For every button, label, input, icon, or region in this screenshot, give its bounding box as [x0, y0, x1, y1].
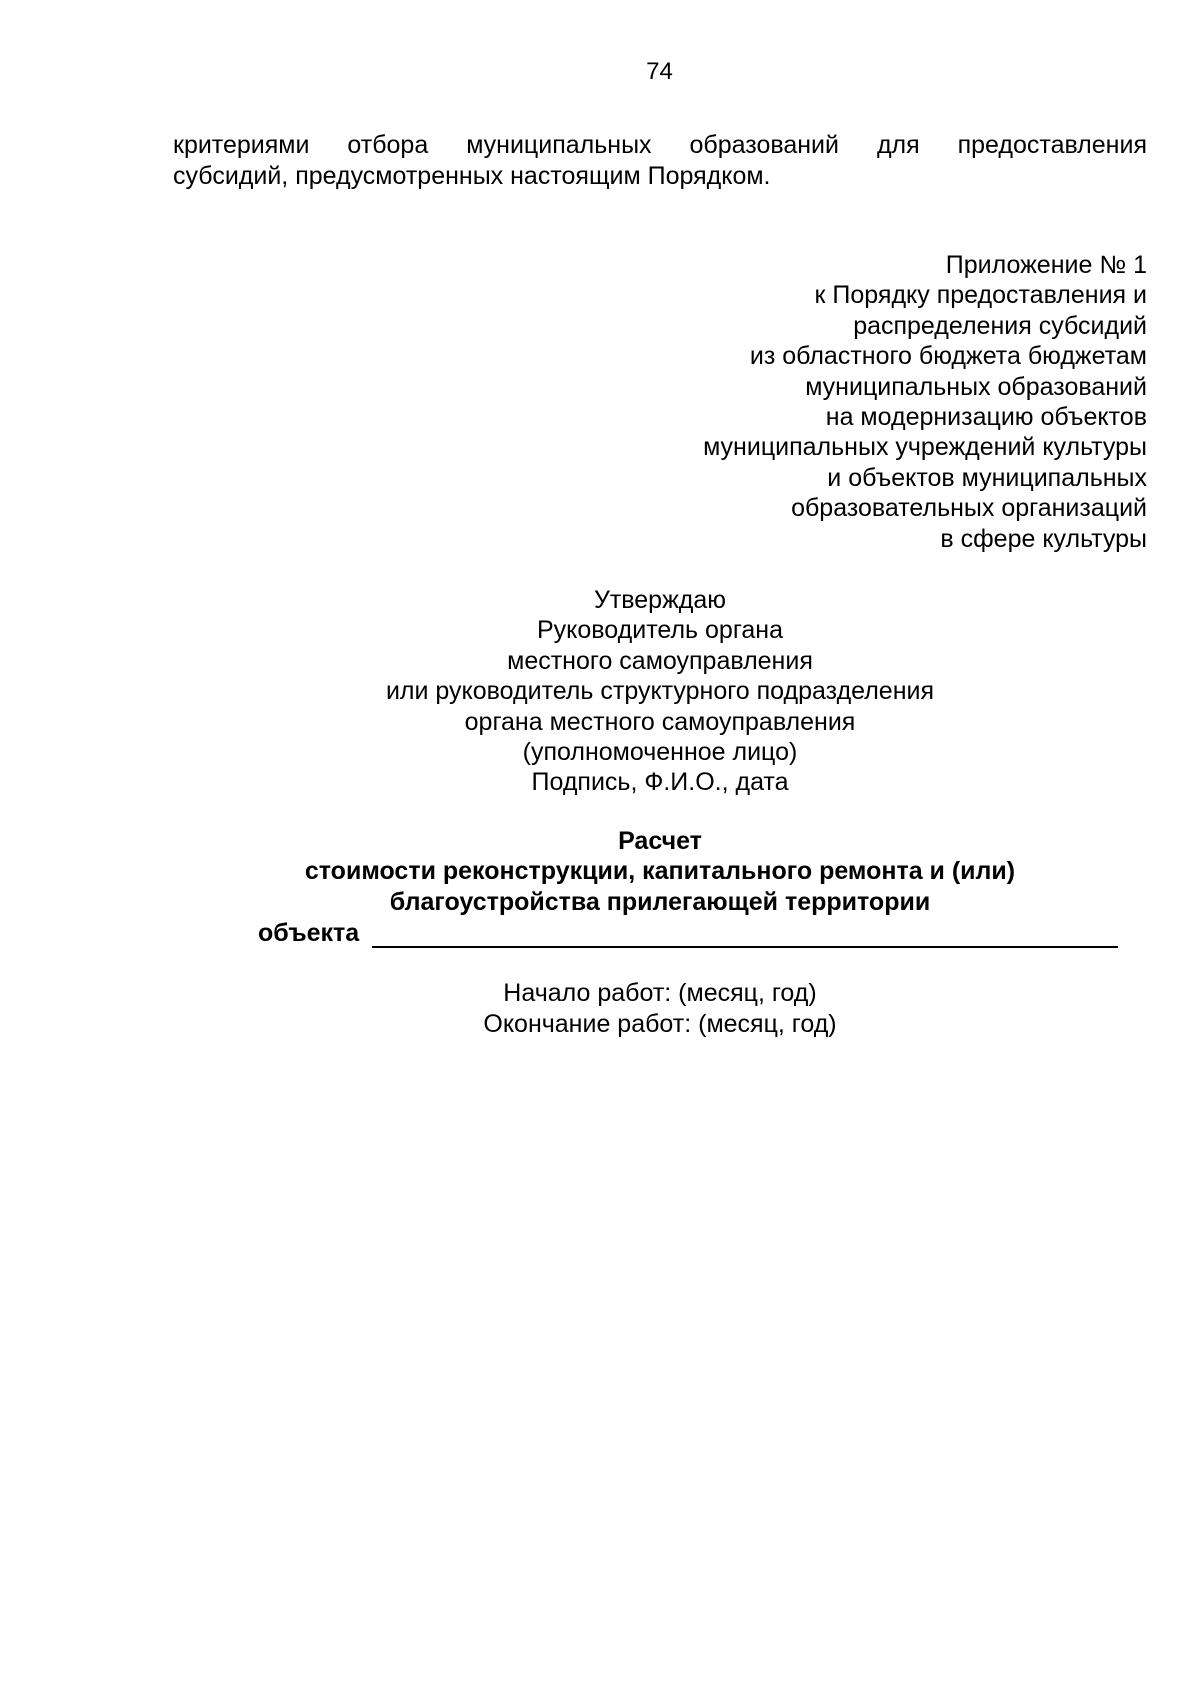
approval-block — [200, 585, 1120, 798]
object-row — [258, 918, 1118, 950]
intro-paragraph — [173, 130, 1147, 192]
appendix-line: Приложение № 1 — [945, 251, 1147, 279]
approval-line: Утверждаю — [593, 586, 727, 614]
calculation-title-block — [200, 826, 1120, 917]
calculation-title: Расчет — [618, 827, 702, 855]
object-label: объекта — [258, 919, 360, 947]
appendix-line: в сфере культуры — [940, 524, 1147, 553]
approval-line: Руководитель органа — [537, 616, 783, 645]
approval-line: Подпись, Ф.И.О., дата — [531, 768, 789, 797]
appendix-line: на модернизацию объектов — [825, 403, 1147, 432]
appendix-line: из областного бюджета бюджетам — [749, 342, 1147, 371]
appendix-line: образовательных организаций — [791, 494, 1147, 523]
object-fill-line — [372, 946, 1118, 948]
approval-line: органа местного самоуправления — [464, 707, 856, 736]
work-end: Окончание работ: (месяц, год) — [483, 1010, 837, 1038]
intro-line-2: субсидий, предусмотренных настоящим Порядком. — [173, 162, 771, 190]
intro-line-1: критериями отбора муниципальных образований для предоставления — [173, 131, 1147, 159]
approval-line: или руководитель структурного подразделения — [385, 677, 935, 706]
appendix-line: и объектов муниципальных — [827, 463, 1147, 492]
approval-line: местного самоуправления — [507, 646, 813, 675]
calculation-subtitle-line-2: благоустройства прилегающей территории — [389, 887, 931, 916]
work-dates — [200, 978, 1120, 1040]
work-start: Начало работ: (месяц, год) — [503, 979, 817, 1007]
page-number: 74 — [646, 58, 673, 85]
appendix-line: к Порядку предоставления и — [814, 281, 1147, 310]
appendix-line: муниципальных образований — [805, 372, 1147, 401]
appendix-line: муниципальных учреждений культуры — [703, 433, 1147, 462]
approval-line: (уполномоченное лицо) — [522, 738, 798, 767]
calculation-subtitle-line-1: стоимости реконструкции, капитального ремонта и (или) — [304, 857, 1016, 886]
appendix-header — [447, 250, 1147, 554]
appendix-line: распределения субсидий — [853, 311, 1147, 340]
